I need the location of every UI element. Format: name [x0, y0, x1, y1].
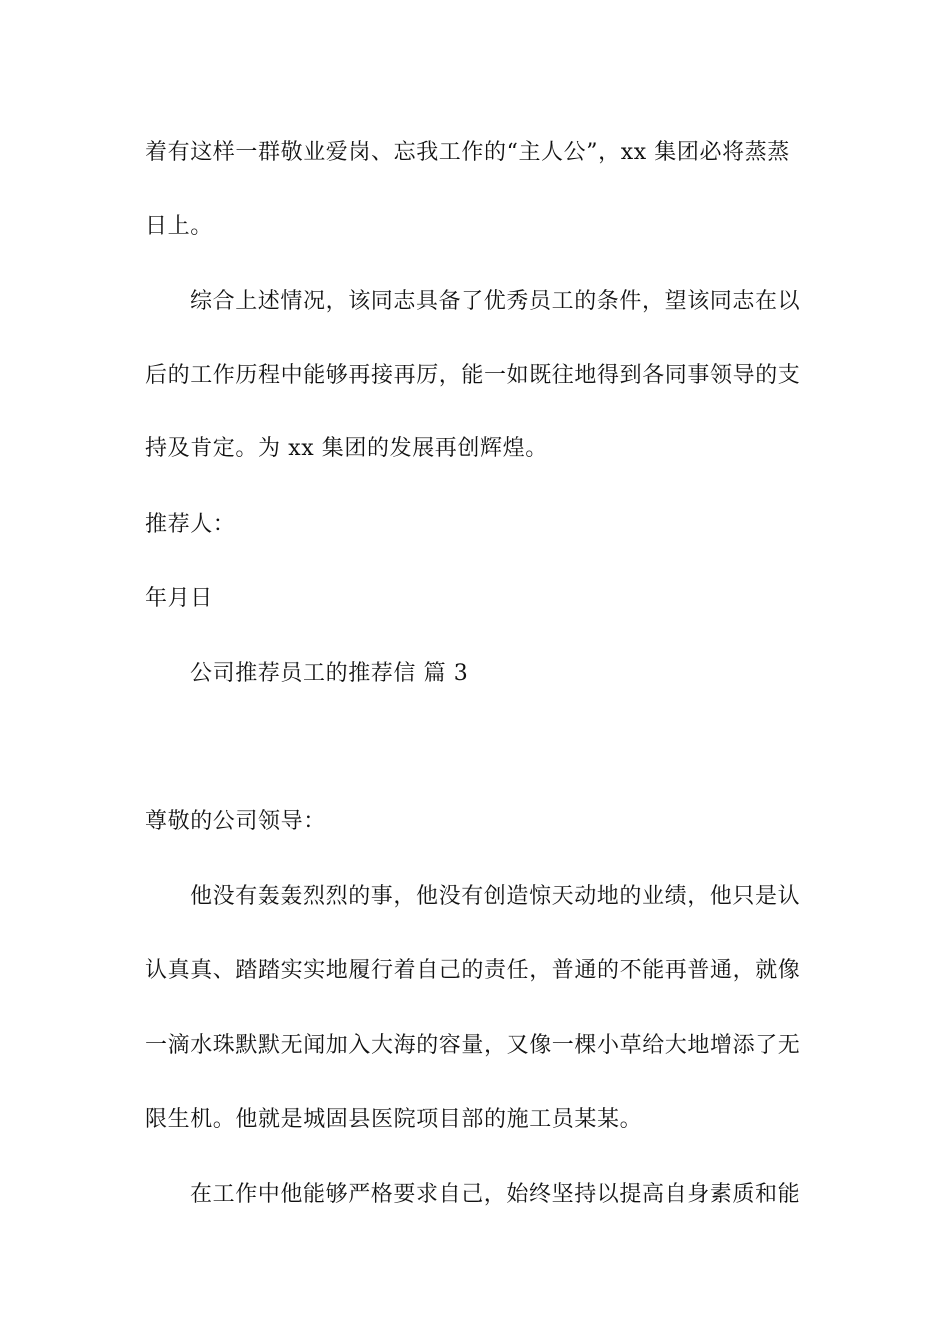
section-heading: 公司推荐员工的推荐信 篇 3 [190, 661, 469, 686]
salutation: 尊敬的公司领导： [145, 809, 326, 834]
text-line: 认真真、踏踏实实地履行着自己的责任，普通的不能再普通，就像 [145, 958, 801, 983]
text-line: 日上。 [145, 214, 213, 239]
date-label: 年月日 [145, 586, 213, 611]
recommender-label: 推荐人： [145, 512, 236, 537]
text-line: 一滴水珠默默无闻加入大海的容量，又像一棵小草给大地增添了无 [145, 1033, 801, 1058]
text-line: 着有这样一群敬业爱岗、忘我工作的“主人公”，xx 集团必将蒸蒸 [145, 140, 790, 165]
text-line: 综合上述情况，该同志具备了优秀员工的条件，望该同志在以 [190, 289, 801, 314]
text-line: 后的工作历程中能够再接再厉，能一如既往地得到各同事领导的支 [145, 363, 801, 388]
text-line: 在工作中他能够严格要求自己，始终坚持以提高自身素质和能 [190, 1182, 801, 1207]
text-line: 限生机。他就是城固县医院项目部的施工员某某。 [145, 1107, 643, 1132]
text-line: 他没有轰轰烈烈的事，他没有创造惊天动地的业绩，他只是认 [190, 884, 801, 909]
text-line: 持及肯定。为 xx 集团的发展再创辉煌。 [145, 436, 548, 461]
